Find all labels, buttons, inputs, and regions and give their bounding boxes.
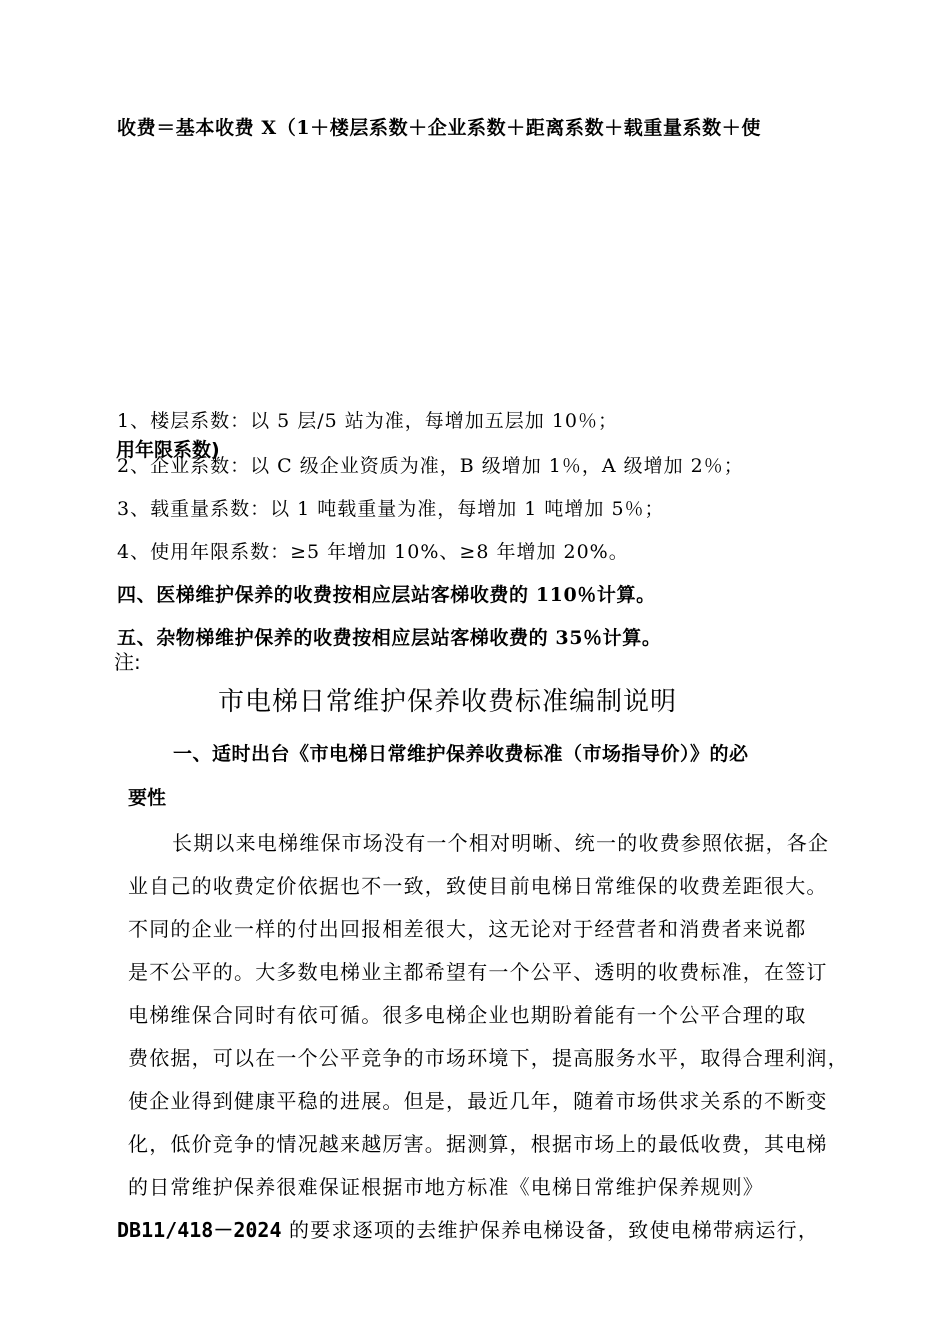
document-title: 市电梯日常维护保养收费标准编制说明 (218, 687, 678, 717)
fee-formula-line1: 收费＝基本收费 X（1＋楼层系数＋企业系数＋距离系数＋载重量系数＋使 (117, 117, 761, 139)
rule-freight-elevator: 五、杂物梯维护保养的收费按相应层站客梯收费的 35％计算。 (117, 627, 662, 649)
paragraph-line: 化，低价竞争的情况越来越厉害。据测算，根据市场上的最低收费，其电梯 (128, 1132, 828, 1156)
paragraph-line: 电梯维保合同时有依可循。很多电梯企业也期盼着能有一个公平合理的取 (128, 1003, 807, 1027)
paragraph-last-line (117, 1217, 819, 1243)
rule-medical-elevator: 四、医梯维护保养的收费按相应层站客梯收费的 110％计算。 (117, 584, 656, 606)
fee-formula-line2: 用年限系数) (116, 439, 220, 461)
paragraph-line: 的日常维护保养很难保证根据市地方标准《电梯日常维护保养规则》 (128, 1175, 764, 1199)
section-heading-line1: 一、适时出台《市电梯日常维护保养收费标准（市场指导价）》的必 (173, 743, 749, 765)
paragraph-line: 长期以来电梯维保市场没有一个相对明晰、统一的收费参照依据，各企 (172, 831, 830, 855)
paragraph-line: 费依据，可以在一个公平竞争的市场环境下，提高服务水平，取得合理利润， (128, 1046, 849, 1070)
standard-code: DB11/418－2024 (117, 1218, 282, 1242)
paragraph-line: 是不公平的。大多数电梯业主都希望有一个公平、透明的收费标准，在签订 (128, 960, 828, 984)
coefficient-item-load: 3、载重量系数：以 1 吨载重量为准，每增加 1 吨增加 5％； (117, 498, 665, 520)
coefficient-item-age: 4、使用年限系数：≥5 年增加 10%、≥8 年增加 20%。 (117, 541, 629, 563)
paragraph-last-text: 的要求逐项的去维护保养电梯设备，致使电梯带病运行， (281, 1218, 820, 1242)
paragraph-line: 不同的企业一样的付出回报相差很大，这无论对于经营者和消费者来说都 (128, 917, 807, 941)
paragraph-line: 使企业得到健康平稳的进展。但是，最近几年，随着市场供求关系的不断变 (128, 1089, 828, 1113)
paragraph-line: 业自己的收费定价依据也不一致，致使目前电梯日常维保的收费差距很大。 (128, 874, 828, 898)
coefficient-item-floor: 1、楼层系数：以 5 层/5 站为准，每增加五层加 10％； (117, 410, 619, 432)
coefficient-item-enterprise: 2、企业系数：以 C 级企业资质为准，B 级增加 1％，A 级增加 2％； (117, 455, 744, 477)
note-label: 注: (114, 650, 141, 674)
section-heading-line2: 要性 (128, 787, 167, 809)
